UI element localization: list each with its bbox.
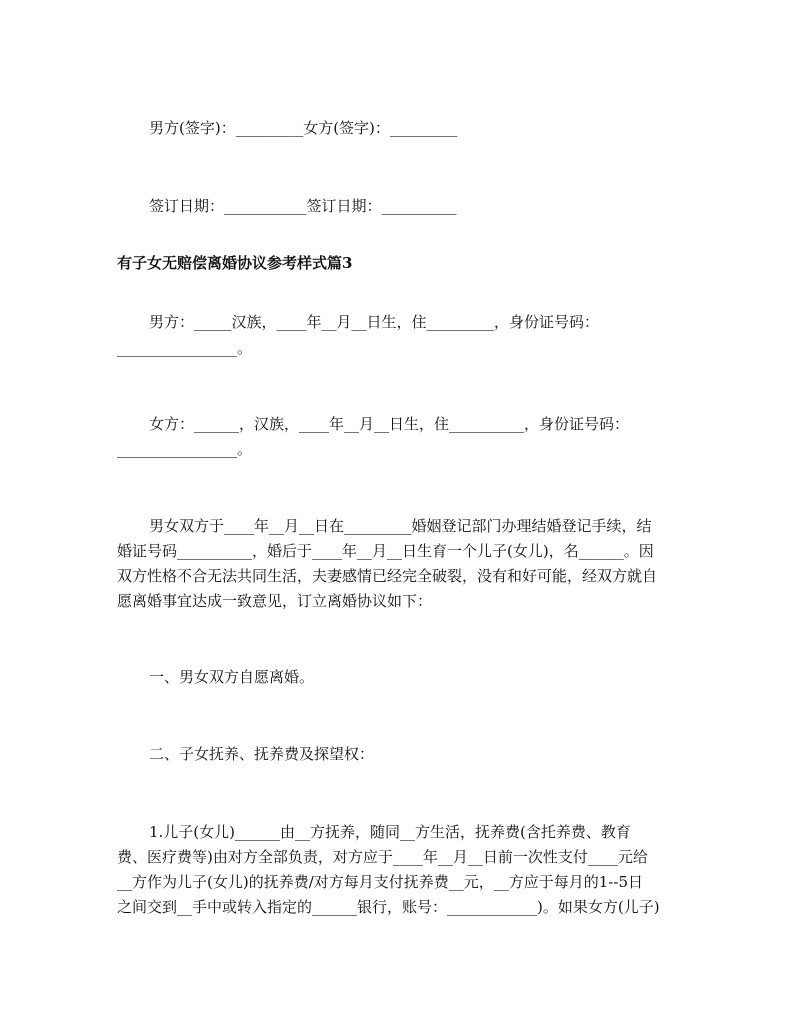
clause-1: 一、男女双方自愿离婚。: [149, 668, 315, 686]
female-info-line-2: ________________。: [117, 440, 253, 458]
sub-clause-1-line-3: __方作为儿子(女儿)的抚养费/对方每月支付抚养费__元，__方应于每月的1--5日: [117, 873, 643, 891]
male-info-line-1: 男方：_____汉族，____年__月__日生，住_________，身份证号码：: [149, 313, 600, 331]
signature-line: 男方(签字)：_________女方(签字)：_________: [149, 119, 458, 137]
sub-clause-1-line-2: 费、医疗费等)由对方全部负责，对方应于____年__月__日前一次性支付____元给: [117, 848, 648, 866]
male-info-line-2: ________________。: [117, 339, 253, 357]
sub-clause-1-line-1: 1.儿子(女儿)______由__方抚养，随同__方生活，抚养费(含托养费、教育: [149, 823, 631, 841]
intro-paragraph-line-3: 双方性格不合无法共同生活，夫妻感情已经完全破裂，没有和好可能，经双方就自: [117, 567, 658, 585]
intro-paragraph-line-4: 愿离婚事宜达成一致意见，订立离婚协议如下：: [117, 592, 433, 610]
clause-2: 二、子女抚养、抚养费及探望权：: [149, 745, 375, 763]
signing-date-line: 签订日期：___________签订日期：__________: [149, 197, 457, 215]
section-title: 有子女无赔偿离婚协议参考样式篇3: [117, 254, 353, 272]
intro-paragraph-line-2: 婚证号码__________，婚后于____年__月__日生育一个儿子(女儿)，名______。因: [117, 542, 654, 560]
sub-clause-1-line-4: 之间交到__手中或转入指定的______银行，账号：____________)。如果女方(儿子): [117, 898, 660, 916]
female-info-line-1: 女方：______，汉族，____年__月__日生，住__________，身份证号码：: [149, 415, 630, 433]
intro-paragraph-line-1: 男女双方于____年__月__日在_________婚姻登记部门办理结婚登记手续，结: [149, 517, 652, 535]
